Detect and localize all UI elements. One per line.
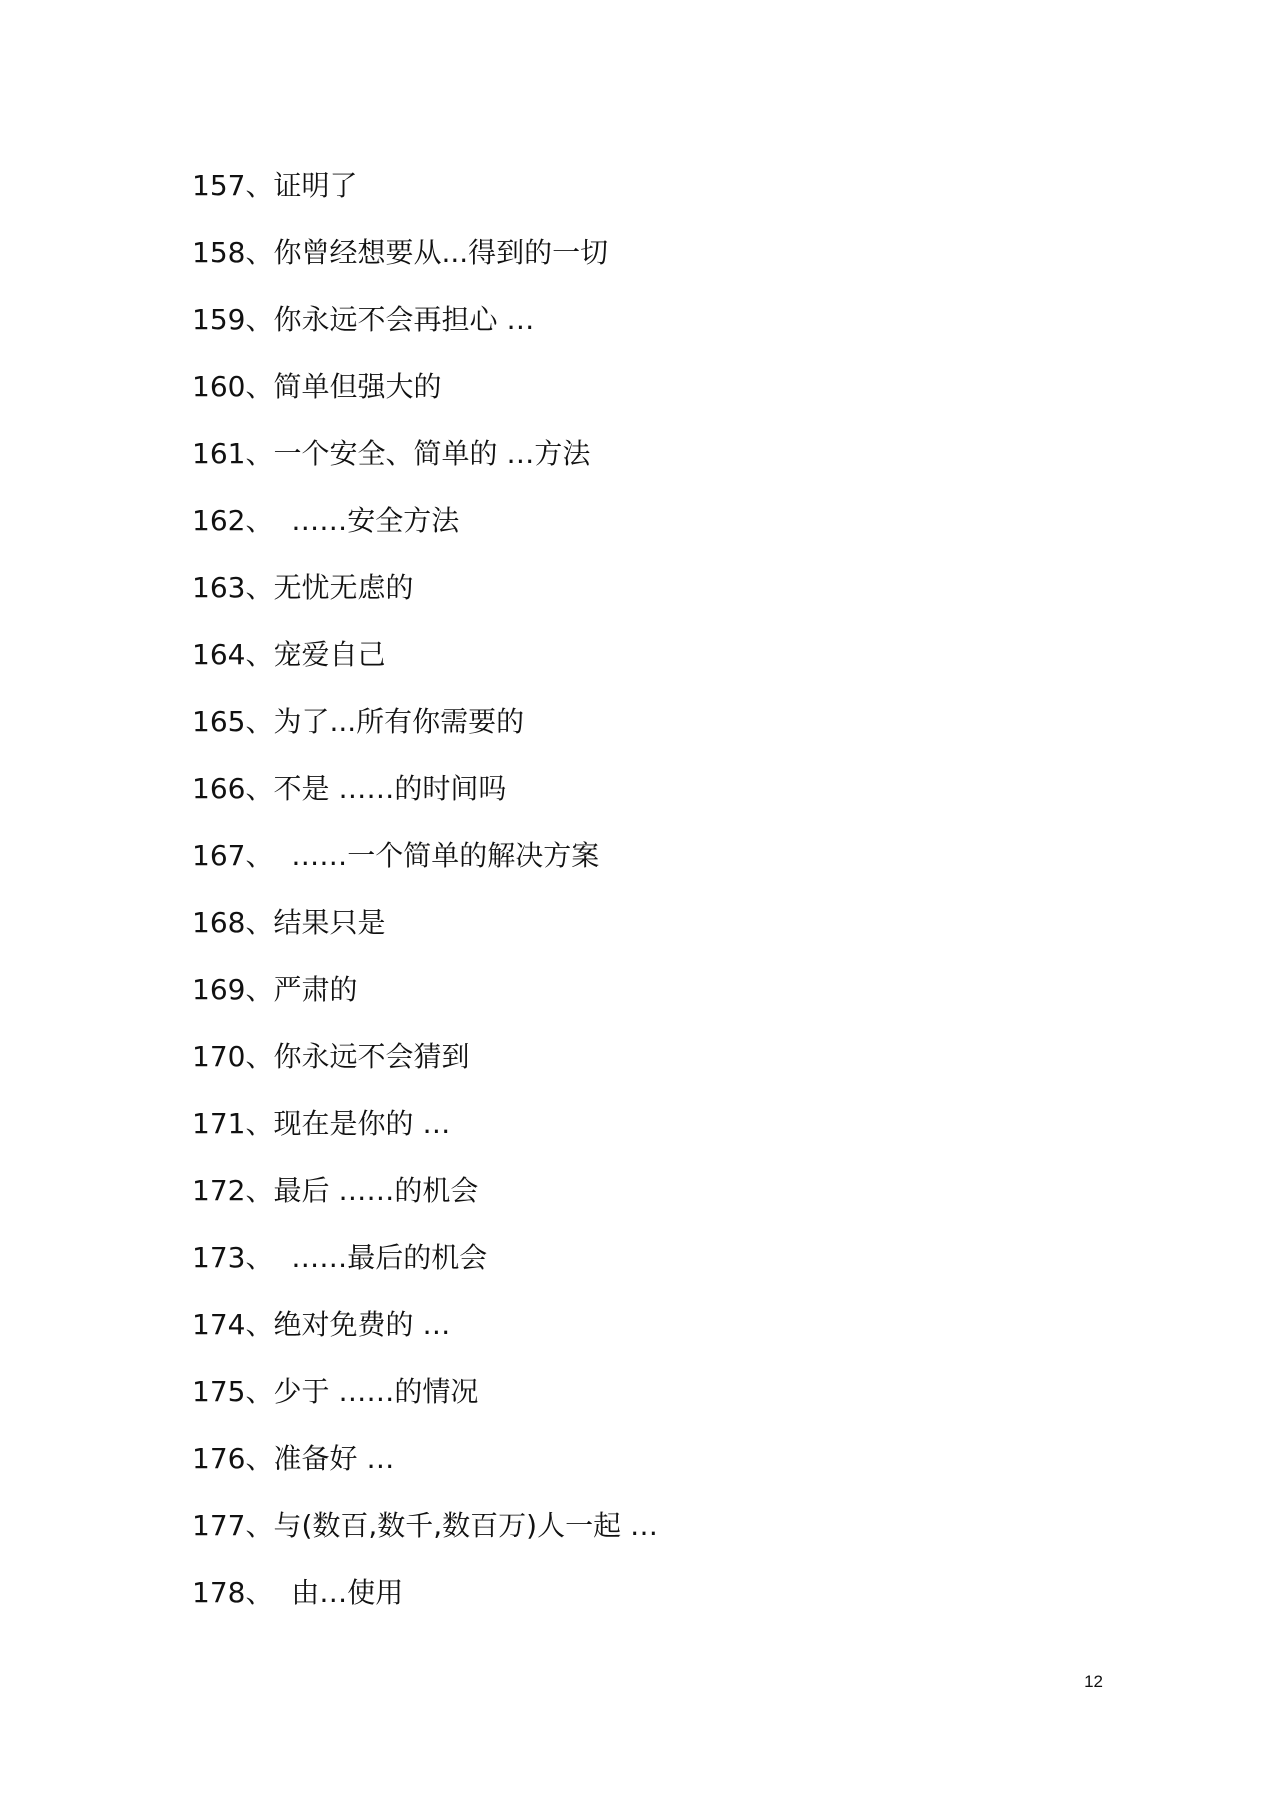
item-text: 一个安全、简单的 …方法 [273,437,591,470]
list-item [192,1037,658,1104]
page-number: 12 [1084,1672,1103,1691]
list-item [192,568,658,635]
item-text: ……最后的机会 [273,1241,488,1274]
item-number: 160、 [192,370,274,403]
list-item [192,1171,658,1238]
item-number: 173、 [192,1241,274,1274]
list-item [192,903,658,970]
item-number: 161、 [192,437,274,470]
item-text: 与(数百,数千,数百万)人一起 … [273,1509,659,1542]
list-item [192,1573,658,1640]
item-number: 172、 [192,1174,274,1207]
list-item [192,233,658,300]
list-item [192,970,658,1037]
item-text: 由…使用 [273,1576,404,1609]
list-item [192,836,658,903]
item-number: 167、 [192,839,274,872]
list-item [192,1238,658,1305]
item-text: 准备好 … [273,1442,395,1475]
item-text: 最后 ……的机会 [273,1174,479,1207]
item-text: 你永远不会再担心 … [273,303,535,336]
list-item [192,501,658,568]
list-item [192,769,658,836]
item-number: 165、 [192,705,274,738]
item-number: 177、 [192,1509,274,1542]
item-number: 176、 [192,1442,274,1475]
list-item [192,166,658,233]
item-number: 178、 [192,1576,274,1609]
item-text: 少于 ……的情况 [273,1375,479,1408]
item-text: 简单但强大的 [273,370,442,403]
item-number: 168、 [192,906,274,939]
item-number: 169、 [192,973,274,1006]
item-number: 159、 [192,303,274,336]
list-item [192,1305,658,1372]
item-number: 163、 [192,571,274,604]
list-item [192,1104,658,1171]
item-number: 174、 [192,1308,274,1341]
list-item [192,434,658,501]
list-item [192,702,658,769]
item-text: 证明了 [273,169,358,202]
item-text: ……安全方法 [273,504,460,537]
item-number: 166、 [192,772,274,805]
list-item [192,1372,658,1439]
item-text: 宠爱自己 [273,638,386,671]
list-item [192,1506,658,1573]
item-text: 你永远不会猜到 [273,1040,470,1073]
list-item [192,367,658,434]
item-number: 158、 [192,236,274,269]
item-text: 无忧无虑的 [273,571,414,604]
item-text: 不是 ……的时间吗 [273,772,507,805]
item-text: 绝对免费的 … [273,1308,451,1341]
item-text: 为了...所有你需要的 [273,705,525,738]
item-text: 现在是你的 … [273,1107,451,1140]
item-text: 结果只是 [273,906,386,939]
item-number: 175、 [192,1375,274,1408]
item-number: 164、 [192,638,274,671]
item-text: 你曾经想要从...得到的一切 [273,236,609,269]
item-number: 157、 [192,169,274,202]
list-item [192,1439,658,1506]
item-number: 162、 [192,504,274,537]
list-item [192,300,658,367]
numbered-phrase-list [192,166,658,1640]
item-text: 严肃的 [273,973,358,1006]
item-number: 170、 [192,1040,274,1073]
item-number: 171、 [192,1107,274,1140]
item-text: ……一个简单的解决方案 [273,839,600,872]
list-item [192,635,658,702]
